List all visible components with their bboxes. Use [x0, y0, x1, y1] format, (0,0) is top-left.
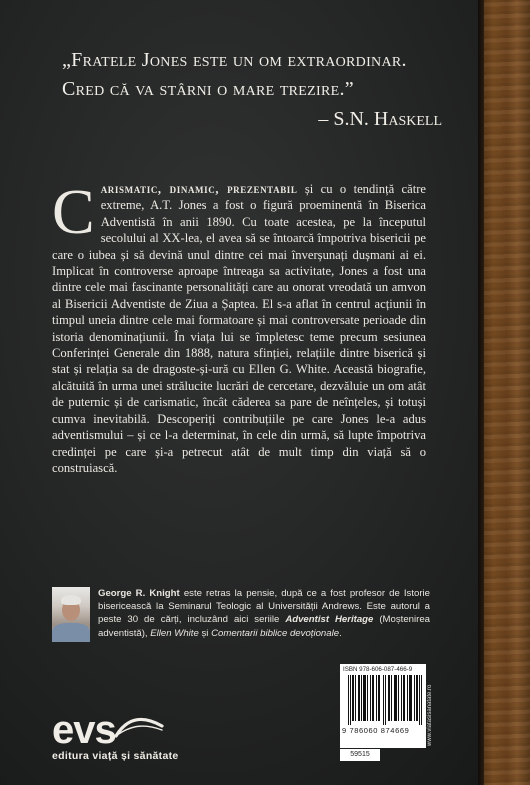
author-name: George R. Knight	[98, 588, 180, 599]
publisher-tagline: editura viață și sănătate	[52, 750, 179, 762]
publisher-logo	[52, 708, 179, 762]
description-lead: arismatic, dinamic, prezentabil	[100, 182, 298, 196]
isbn-digits: 9 786060 874669	[342, 726, 410, 735]
barcode-bars	[348, 675, 422, 725]
quote-line-1: „Fratele Jones este un om extraordinar.	[62, 49, 407, 71]
author-photo	[52, 587, 90, 642]
drop-cap: C	[52, 176, 95, 247]
website-url: www.viatasisanatate.ro	[427, 684, 433, 746]
evs-logo-mark: evs	[52, 708, 116, 752]
quote-author: – S.N. Haskell	[318, 108, 442, 130]
swoosh-icon	[114, 714, 164, 740]
book-description	[52, 176, 426, 476]
sku-label: 59515	[340, 749, 380, 761]
quote-line-2: Cred că va stârni o mare trezire.”	[62, 78, 354, 100]
book-spine	[478, 0, 530, 785]
barcode	[340, 664, 426, 748]
quote-block	[62, 46, 442, 134]
isbn-label: ISBN 978-606-087-466-9	[343, 666, 413, 673]
author-bio: George R. Knight este retras la pensie, după ce a fost profesor de Istorie bisericească la Seminarul Teologic al Universității Andrews. Este autorul a peste 30 de cărți, incluzând aici seriile Adventist Heritage (Moștenirea adventistă), Ellen White și Comentarii biblice devoționale.	[98, 588, 430, 639]
description-text: și cu o tendință către extreme, A.T. Jones a fost o figură proeminentă în Biserica Adventistă în anii 1890. Cu toate acestea, pe la începutul secolului al XX-lea, el avea să se întoarcă împotriva bisericii pe care o iubea și să devină unul dintre cei mai înverșunați dușmani ai ei. Implicat în controverse aproape întreaga sa activitate, Jones a fost una dintre cele mai fascinante personalități care au onorat vreodată un amvon al Bisericii Adventiste de Ziua a Șaptea. El s-a aflat în centrul acțiunii în timpul uneia dintre cele mai formatoare și mai controversate perioade din istoria denominațiunii. În viața lui se împletesc teme precum sesiunea Conferinței Generale din 1888, natura sfinției, relațiile dintre biserică și stat și relația sa de dragoste-și-ură cu Ellen G. White. Această biografie, alcătuită în urma unei strălucite lucrări de cercetare, dezvăluie un om atât de puternic și de carismatic, încât căderea sa pare de neînțeles, și totuși cumva inevitabilă. Descoperiți contribuțiile pe care Jones le-a adus adventismului – și ce l-a determinat, în cele din urmă, să lupte împotriva credinței pe care și-a petrecut atât de mult timp din viață să o construiască.	[52, 182, 426, 475]
website-vertical	[427, 664, 437, 748]
